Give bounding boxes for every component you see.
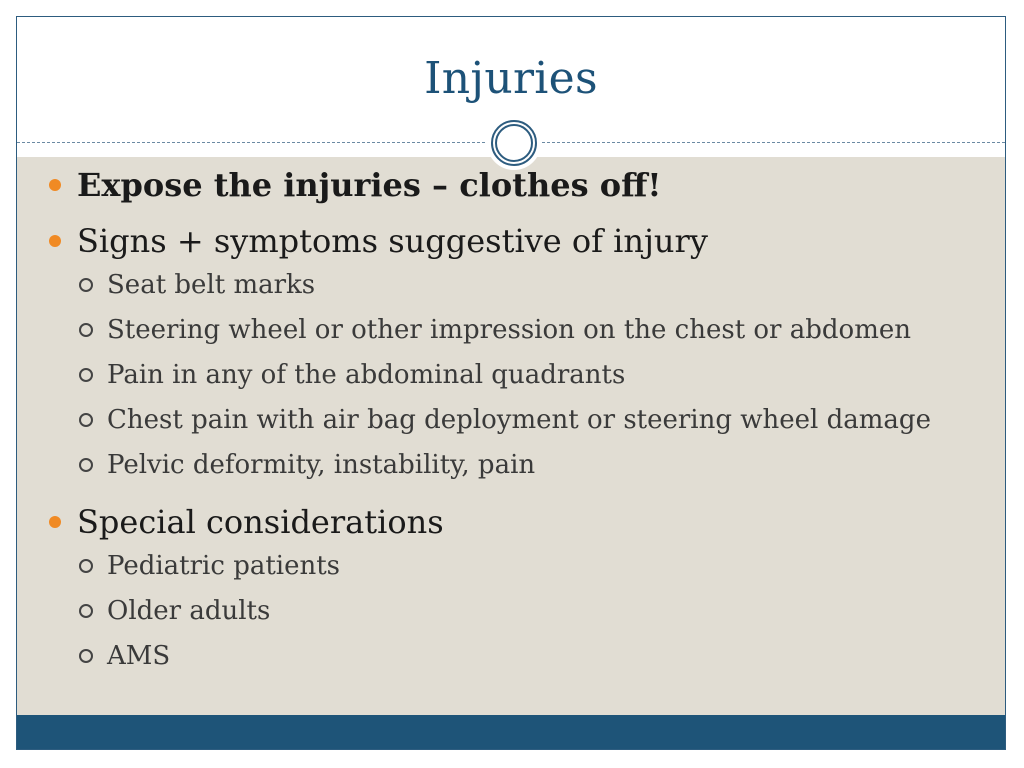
ring-bullet-icon: [79, 413, 93, 427]
sub-bullet-item: [47, 398, 987, 443]
bullet-text: Special considerations: [77, 503, 444, 541]
ring-bullet-icon: [79, 323, 93, 337]
bullet-item-signs-symptoms: [47, 219, 987, 263]
sub-bullet-text: Pain in any of the abdominal quadrants: [107, 360, 626, 390]
sub-bullet-item: [47, 589, 987, 634]
sub-bullet-item: [47, 544, 987, 589]
sub-bullet-text: Pelvic deformity, instability, pain: [107, 450, 536, 480]
slide: [16, 16, 1006, 750]
slide-title: Injuries: [424, 53, 598, 104]
orange-dot-bullet-icon: [49, 179, 61, 191]
sub-bullet-text: Chest pain with air bag deployment or steering wheel damage: [107, 405, 931, 435]
ring-bullet-icon: [79, 604, 93, 618]
sub-bullet-text: AMS: [107, 641, 171, 671]
sub-bullet-item: [47, 353, 987, 398]
ring-bullet-icon: [79, 278, 93, 292]
sub-bullet-text: Older adults: [107, 596, 271, 626]
sub-bullet-item: [47, 308, 987, 353]
bullet-text: Signs + symptoms suggestive of injury: [77, 222, 708, 260]
ring-bullet-icon: [79, 368, 93, 382]
orange-dot-bullet-icon: [49, 235, 61, 247]
ring-bullet-icon: [79, 649, 93, 663]
bullet-item-special-considerations: [47, 500, 987, 544]
bullet-list: [47, 163, 987, 679]
bullet-text: Expose the injuries – clothes off!: [77, 166, 662, 204]
bullet-item-expose-injuries: [47, 163, 987, 207]
ring-bullet-icon: [79, 458, 93, 472]
footer-bar: [17, 715, 1005, 750]
ring-bullet-icon: [79, 559, 93, 573]
orange-dot-bullet-icon: [49, 516, 61, 528]
sub-bullet-item: [47, 443, 987, 488]
sub-bullet-item: [47, 263, 987, 308]
circle-ornament-icon: [487, 116, 541, 170]
sub-bullet-text: Seat belt marks: [107, 270, 316, 300]
sub-bullet-text: Pediatric patients: [107, 551, 341, 581]
sub-bullet-item: [47, 634, 987, 679]
sub-bullet-text: Steering wheel or other impression on the chest or abdomen: [107, 315, 911, 345]
